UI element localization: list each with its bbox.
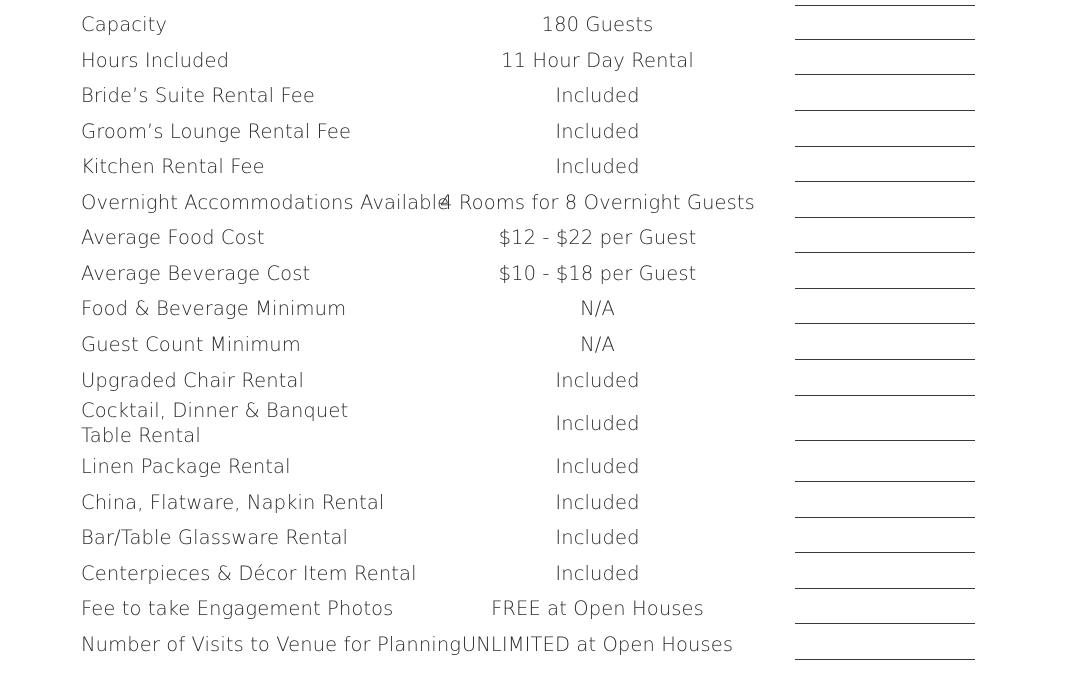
row-label: Bride’s Suite Rental Fee	[81, 84, 315, 107]
row-label: Food & Beverage Minimum	[81, 297, 347, 320]
row-label: Linen Package Rental	[81, 455, 291, 478]
row-value: N/A	[580, 297, 615, 320]
row-label: Overnight Accommodations Available	[81, 191, 450, 214]
row-label: Cocktail, Dinner & Banquet Table Rental	[81, 399, 349, 447]
comparison-blank-line	[795, 74, 975, 75]
row-label: Average Food Cost	[81, 226, 265, 249]
row-value: 180 Guests	[541, 13, 654, 36]
row-value: Included	[555, 155, 640, 178]
row-label: Kitchen Rental Fee	[81, 155, 265, 178]
row-value: UNLIMITED at Open Houses	[461, 633, 734, 656]
comparison-blank-line	[795, 252, 975, 253]
comparison-blank-line	[795, 181, 975, 182]
row-value: Included	[555, 120, 640, 143]
comparison-blank-line	[795, 440, 975, 441]
comparison-blank-line	[795, 359, 975, 360]
row-label: Upgraded Chair Rental	[81, 369, 304, 392]
row-value: $12 - $22 per Guest	[498, 226, 697, 249]
comparison-blank-line	[795, 517, 975, 518]
comparison-blank-line	[795, 217, 975, 218]
row-label: Fee to take Engagement Photos	[81, 597, 394, 620]
row-label: Average Beverage Cost	[81, 262, 311, 285]
row-label: Guest Count Minimum	[81, 333, 301, 356]
row-value: Included	[555, 491, 640, 514]
comparison-blank-line	[795, 659, 975, 660]
row-value: Included	[555, 369, 640, 392]
row-value: FREE at Open Houses	[491, 597, 704, 620]
comparison-blank-line	[795, 323, 975, 324]
comparison-blank-line	[795, 481, 975, 482]
comparison-blank-line	[795, 395, 975, 396]
row-label: Bar/Table Glassware Rental	[81, 526, 349, 549]
row-value: Included	[555, 526, 640, 549]
row-value: N/A	[580, 333, 615, 356]
row-value: Included	[555, 412, 640, 435]
row-value: Included	[555, 562, 640, 585]
comparison-blank-line	[795, 623, 975, 624]
row-label: Number of Visits to Venue for Planning	[81, 633, 462, 656]
row-value: 4 Rooms for 8 Overnight Guests	[440, 191, 755, 214]
comparison-blank-line	[795, 588, 975, 589]
row-label: Groom’s Lounge Rental Fee	[81, 120, 352, 143]
row-label: Centerpieces & Décor Item Rental	[81, 562, 417, 585]
comparison-blank-line	[795, 39, 975, 40]
comparison-blank-line	[795, 146, 975, 147]
row-value: $10 - $18 per Guest	[498, 262, 697, 285]
row-value: Included	[555, 455, 640, 478]
comparison-blank-line	[795, 288, 975, 289]
row-value: 11 Hour Day Rental	[501, 49, 694, 72]
comparison-blank-line	[795, 552, 975, 553]
row-label: China, Flatware, Napkin Rental	[81, 491, 385, 514]
row-label: Hours Included	[81, 49, 230, 72]
row-value: Included	[555, 84, 640, 107]
comparison-blank-line	[795, 110, 975, 111]
row-label: Capacity	[81, 13, 168, 36]
comparison-blank-line	[795, 5, 975, 6]
